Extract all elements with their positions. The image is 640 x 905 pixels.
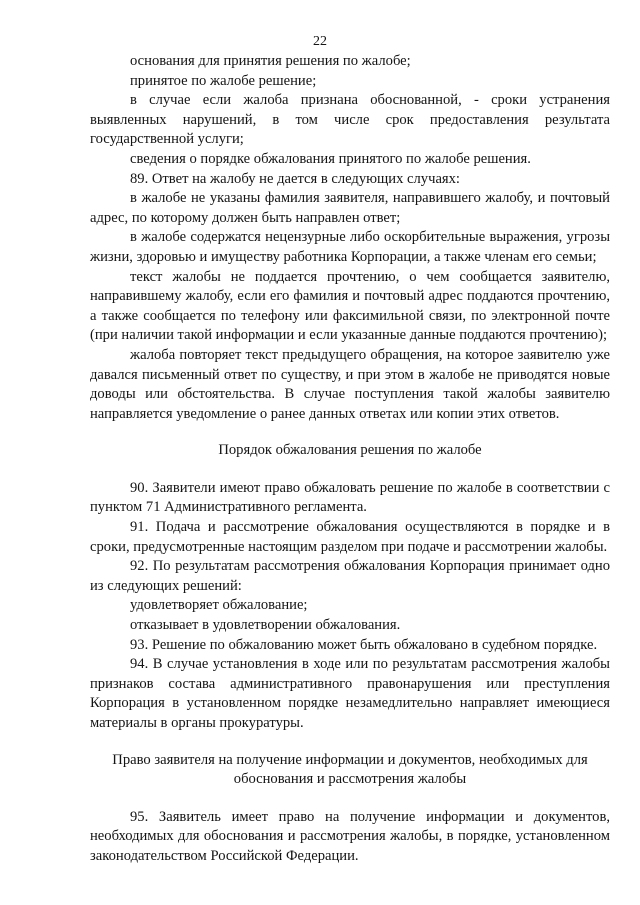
paragraph: сведения о порядке обжалования принятого по жалобе решения.	[130, 150, 531, 167]
paragraph-item-91: 91. Подача и рассмотрение обжалования осуществляются в порядке и в сроки, предусмотренные настоящим разделом при подаче и рассмотрении жалобы.	[90, 519, 610, 555]
paragraph: в жалобе содержатся нецензурные либо оскорбительные выражения, угрозы жизни, здоровью и имуществу работника Корпорации, а также членам его семьи;	[90, 229, 610, 265]
paragraph-item-95: 95. Заявитель имеет право на получение информации и документов, необходимых для обоснования и рассмотрения жалобы, в порядке, установленном законодательством Российской Федерации.	[90, 808, 610, 864]
paragraph: в жалобе не указаны фамилия заявителя, направившего жалобу, и почтовый адрес, по которому должен быть направлен ответ;	[90, 190, 610, 226]
paragraph: в случае если жалоба признана обоснованной, - сроки устранения выявленных нарушений, в том числе срок предоставления результата государственной услуги;	[90, 92, 610, 148]
paragraph: удовлетворяет обжалование;	[130, 597, 308, 614]
paragraph: основания для принятия решения по жалобе;	[130, 53, 411, 69]
paragraph: жалоба повторяет текст предыдущего обращения, на которое заявителю уже давался письменный ответ по существу, и при этом в жалобе не приводятся новые доводы или обстоятельства. В случае поступления такой жалобы заявителю направляется уведомление о ранее данных ответах или копии этих ответов.	[90, 346, 610, 422]
section-heading-right-to-information	[90, 751, 610, 790]
paragraph-item-92: 92. По результатам рассмотрения обжалования Корпорация принимает одно из следующих решений:	[90, 558, 610, 594]
paragraph-item-94: 94. В случае установления в ходе или по результатам рассмотрения жалобы признаков состава административного правонарушения или преступления Корпорация в установленном порядке незамедлительно направляет имеющиеся материалы в органы прокуратуры.	[90, 656, 610, 731]
paragraph-item-90: 90. Заявители имеют право обжаловать решение по жалобе в соответствии с пунктом 71 Административного регламента.	[90, 479, 610, 516]
section-heading-line: Право заявителя на получение информации и документов, необходимых для	[112, 751, 588, 768]
page-number: 22	[313, 34, 327, 49]
paragraph-item-93: 93. Решение по обжалованию может быть обжаловано в судебном порядке.	[130, 636, 598, 653]
section-heading-line: обоснования и рассмотрения жалобы	[233, 771, 467, 788]
section-heading-appeal-procedure: Порядок обжалования решения по жалобе	[218, 442, 482, 459]
paragraph-item-89: 89. Ответ на жалобу не дается в следующих случаях:	[130, 170, 460, 187]
document-body	[90, 52, 610, 867]
paragraph: текст жалобы не поддается прочтению, о чем сообщается заявителю, направившему жалобу, если его фамилия и почтовый адрес поддаются прочтению, а также сообщается по телефону или факсимильной связи, по электронной почте (при наличии такой информации и если указанные данные поддаются прочтению);	[90, 268, 610, 344]
paragraph: принятое по жалобе решение;	[130, 72, 317, 89]
paragraph: отказывает в удовлетворении обжалования.	[130, 617, 401, 634]
